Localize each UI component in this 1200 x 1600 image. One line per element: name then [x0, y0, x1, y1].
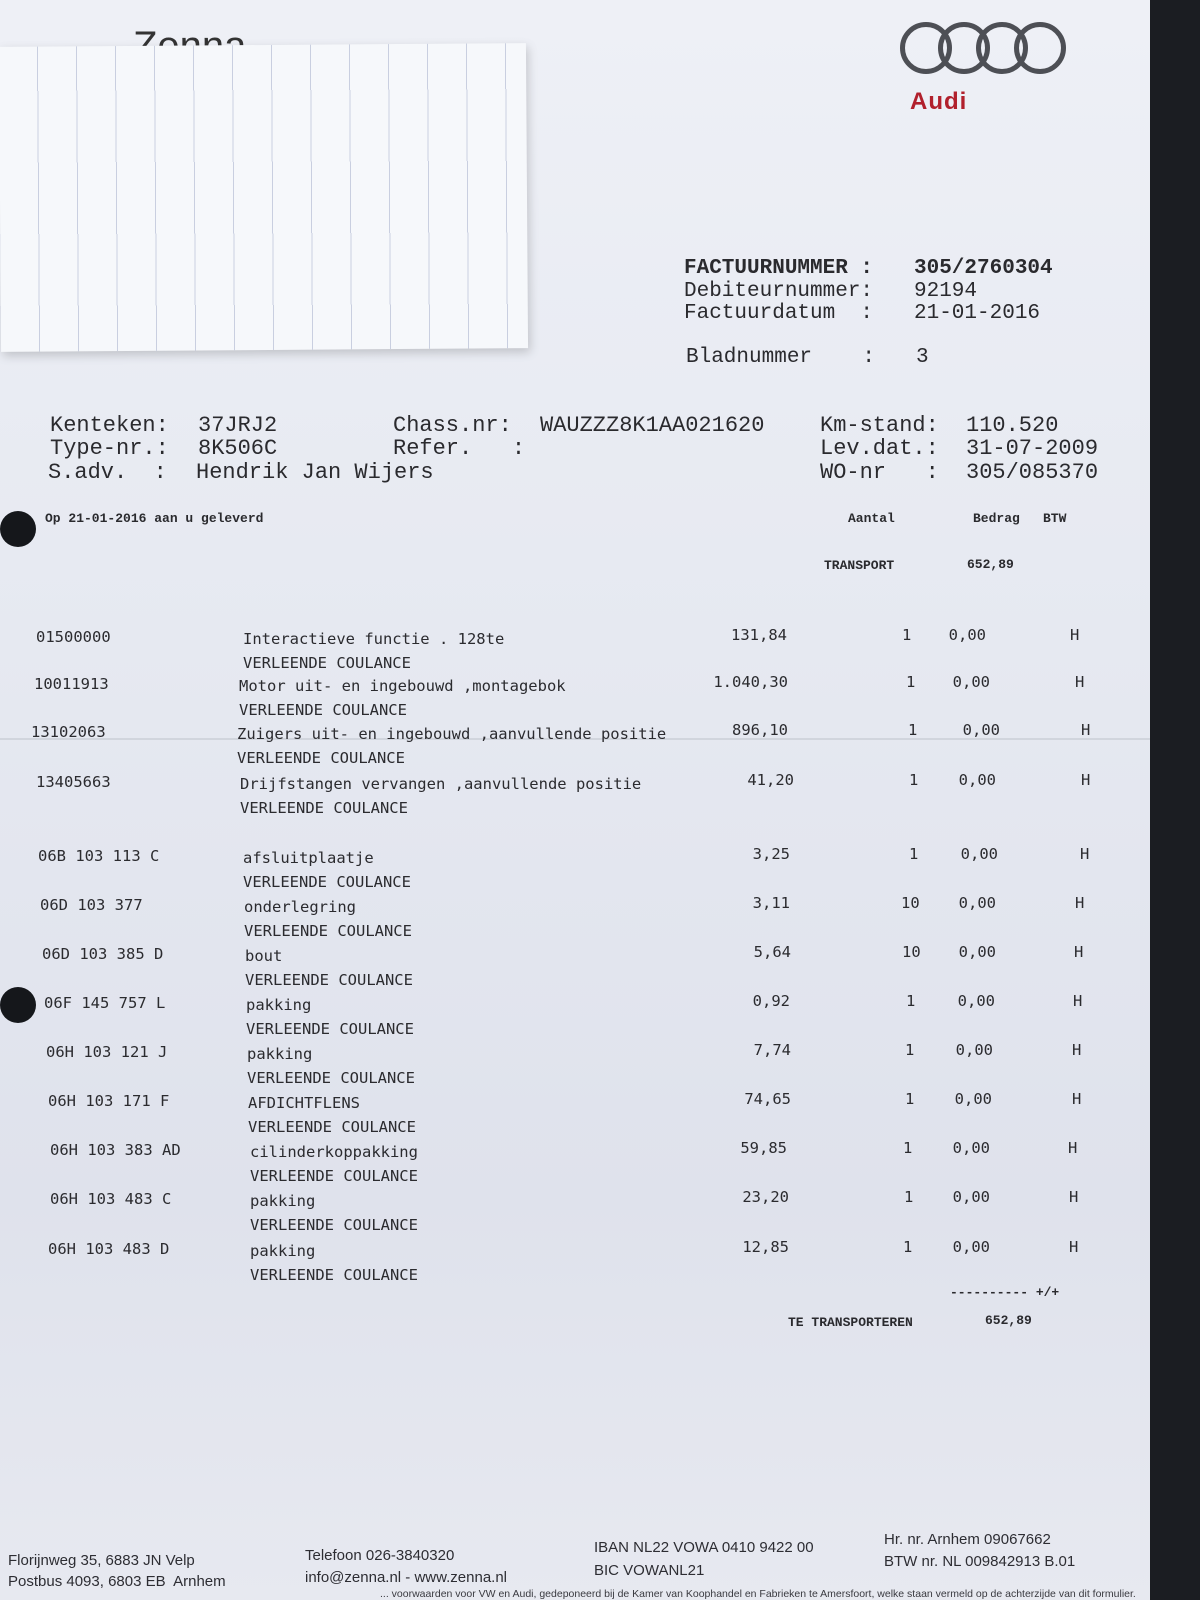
line-quantity: 1 — [909, 845, 919, 863]
line-vat-code: H — [1081, 721, 1091, 739]
line-amount: 0,00 — [960, 845, 998, 863]
transport-value: 652,89 — [967, 557, 1014, 572]
line-vat-code: H — [1080, 845, 1090, 863]
line-quantity: 1 — [904, 1188, 914, 1206]
line-vat-code: H — [1070, 626, 1080, 644]
total-separator: ---------- +/+ — [950, 1285, 1060, 1300]
line-code: 06F 145 757 L — [44, 994, 166, 1012]
invoice-date-label: Factuurdatum : — [684, 302, 874, 325]
license-plate-label: Kenteken: — [50, 413, 169, 438]
line-price: 896,10 — [732, 721, 788, 739]
line-description: pakking — [250, 1192, 316, 1210]
service-advisor: Hendrik Jan Wijers — [196, 460, 434, 485]
line-quantity: 1 — [908, 721, 918, 739]
line-quantity: 1 — [909, 771, 919, 789]
line-quantity: 10 — [901, 894, 920, 912]
line-price: 0,92 — [752, 992, 790, 1010]
service-advisor-label: S.adv. : — [48, 460, 167, 485]
line-remark: VERLEENDE COULANCE — [247, 1069, 415, 1087]
carry-forward-value: 652,89 — [985, 1313, 1032, 1328]
line-vat-code: H — [1081, 771, 1091, 789]
column-quantity: Aantal — [848, 511, 895, 526]
line-remark: VERLEENDE COULANCE — [250, 1167, 418, 1185]
line-code: 06D 103 385 D — [42, 945, 164, 963]
line-remark: VERLEENDE COULANCE — [243, 654, 411, 672]
line-vat-code: H — [1072, 1041, 1082, 1059]
line-price: 59,85 — [740, 1139, 787, 1157]
delivered-note: Op 21-01-2016 aan u geleverd — [45, 511, 264, 526]
line-price: 3,25 — [752, 845, 790, 863]
footer-iban: IBAN NL22 VOWA 0410 9422 00 — [594, 1539, 814, 1556]
license-plate: 37JRJ2 — [198, 413, 278, 438]
line-remark: VERLEENDE COULANCE — [239, 701, 407, 719]
line-code: 06H 103 383 AD — [50, 1141, 181, 1159]
line-quantity: 10 — [902, 943, 921, 961]
line-price: 5,64 — [753, 943, 791, 961]
carry-forward-label: TE TRANSPORTEREN — [788, 1315, 913, 1330]
line-code: 06D 103 377 — [40, 896, 143, 914]
line-vat-code: H — [1068, 1139, 1078, 1157]
line-description: pakking — [247, 1045, 313, 1063]
line-price: 23,20 — [742, 1188, 789, 1206]
line-code: 06H 103 171 F — [48, 1092, 170, 1110]
line-amount: 0,00 — [957, 992, 995, 1010]
work-order: 305/085370 — [966, 460, 1099, 485]
line-code: 06H 103 483 C — [50, 1190, 172, 1208]
line-amount: 0,00 — [958, 894, 996, 912]
line-quantity: 1 — [905, 1090, 915, 1108]
line-amount: 0,00 — [958, 943, 996, 961]
line-remark: VERLEENDE COULANCE — [244, 922, 412, 940]
punch-hole-top — [0, 511, 36, 547]
line-description: Motor uit- en ingebouwd ,montagebok — [239, 677, 566, 695]
line-vat-code: H — [1074, 943, 1084, 961]
line-code: 13102063 — [31, 723, 106, 741]
chassis-number: WAUZZZ8K1AA021620 — [540, 413, 765, 438]
line-remark: VERLEENDE COULANCE — [250, 1266, 418, 1284]
line-remark: VERLEENDE COULANCE — [248, 1118, 416, 1136]
transport-label: TRANSPORT — [824, 558, 895, 573]
line-price: 12,85 — [742, 1238, 789, 1256]
invoice-number-label: FACTUURNUMMER : — [684, 257, 874, 280]
line-remark: VERLEENDE COULANCE — [245, 971, 413, 989]
line-code: 13405663 — [36, 773, 111, 791]
line-description: Interactieve functie . 128te — [243, 630, 505, 648]
line-vat-code: H — [1075, 894, 1085, 912]
audi-wordmark: Audi — [910, 88, 968, 115]
line-remark: VERLEENDE COULANCE — [243, 873, 411, 891]
line-price: 74,65 — [744, 1090, 791, 1108]
line-remark: VERLEENDE COULANCE — [240, 799, 408, 817]
line-code: 06H 103 121 J — [46, 1043, 168, 1061]
line-quantity: 1 — [905, 1041, 915, 1059]
line-quantity: 1 — [906, 992, 916, 1010]
line-vat-code: H — [1069, 1238, 1079, 1256]
debtor-number-label: Debiteurnummer: — [684, 280, 874, 303]
type-number-label: Type-nr.: — [50, 436, 169, 461]
line-quantity: 1 — [903, 1238, 913, 1256]
line-amount: 0,00 — [948, 626, 986, 644]
punch-hole-bottom — [0, 987, 36, 1023]
line-amount: 0,00 — [952, 1188, 990, 1206]
line-description: afsluitplaatje — [243, 849, 374, 867]
line-amount: 0,00 — [958, 771, 996, 789]
footer-bic: BIC VOWANL21 — [594, 1562, 705, 1579]
line-description: pakking — [250, 1242, 316, 1260]
line-remark: VERLEENDE COULANCE — [246, 1020, 414, 1038]
line-vat-code: H — [1073, 992, 1083, 1010]
line-price: 7,74 — [753, 1041, 791, 1059]
work-order-label: WO-nr : — [820, 460, 939, 485]
column-amount: Bedrag — [973, 511, 1020, 526]
line-quantity: 1 — [903, 1139, 913, 1157]
chassis-number-label: Chass.nr: — [393, 413, 512, 438]
line-amount: 0,00 — [952, 1238, 990, 1256]
footer-address-postbus: Postbus 4093, 6803 EB Arnhem — [8, 1573, 226, 1590]
line-amount: 0,00 — [955, 1041, 993, 1059]
debtor-number: 92194 — [914, 280, 978, 303]
line-description: AFDICHTFLENS — [248, 1094, 360, 1112]
line-amount: 0,00 — [962, 721, 1000, 739]
mileage: 110.520 — [966, 413, 1059, 438]
line-amount: 0,00 — [952, 673, 990, 691]
footer-phone: Telefoon 026-3840320 — [305, 1547, 455, 1564]
audi-rings-logo — [900, 20, 1068, 80]
line-vat-code: H — [1075, 673, 1085, 691]
column-vat: BTW — [1043, 511, 1067, 526]
line-description: cilinderkoppakking — [250, 1143, 418, 1161]
line-price: 1.040,30 — [713, 673, 788, 691]
line-price: 3,11 — [752, 894, 790, 912]
line-description: Zuigers uit- en ingebouwd ,aanvullende positie — [237, 725, 667, 743]
footer-chamber-number: Hr. nr. Arnhem 09067662 — [884, 1531, 1051, 1548]
page-number-label: Bladnummer : — [686, 346, 876, 369]
footer-vat-number: BTW nr. NL 009842913 B.01 — [884, 1553, 1076, 1570]
line-description: onderlegring — [244, 898, 356, 916]
page-number: 3 — [916, 346, 929, 369]
line-vat-code: H — [1072, 1090, 1082, 1108]
footer-address-street: Florijnweg 35, 6883 JN Velp — [8, 1552, 195, 1569]
footer-web: info@zenna.nl - www.zenna.nl — [305, 1569, 508, 1586]
delivery-date-label: Lev.dat.: — [820, 436, 939, 461]
line-amount: 0,00 — [952, 1139, 990, 1157]
line-description: bout — [245, 947, 283, 965]
line-code: 06B 103 113 C — [38, 847, 160, 865]
line-price: 131,84 — [731, 626, 787, 644]
line-description: Drijfstangen vervangen ,aanvullende positie — [240, 775, 642, 793]
line-code: 06H 103 483 D — [48, 1240, 170, 1258]
line-code: 10011913 — [34, 675, 109, 693]
reference-label: Refer. : — [393, 436, 526, 461]
line-quantity: 1 — [902, 626, 912, 644]
line-amount: 0,00 — [954, 1090, 992, 1108]
invoice-date: 21-01-2016 — [914, 302, 1041, 325]
line-price: 41,20 — [747, 771, 794, 789]
line-remark: VERLEENDE COULANCE — [237, 749, 405, 767]
footer-legal-notice: ... voorwaarden voor VW en Audi, gedeponeerd bij de Kamer van Koophandel en Fabrieken te Amersfoort, welke staan vermeld op de achterzijde van dit formulier. — [380, 1588, 1136, 1600]
line-remark: VERLEENDE COULANCE — [250, 1216, 418, 1234]
line-code: 01500000 — [36, 628, 111, 646]
line-vat-code: H — [1069, 1188, 1079, 1206]
invoice-number: 305/2760304 — [914, 257, 1053, 280]
delivery-date: 31-07-2009 — [966, 436, 1099, 461]
line-description: pakking — [246, 996, 312, 1014]
type-number: 8K506C — [198, 436, 278, 461]
sticky-note — [0, 43, 528, 352]
mileage-label: Km-stand: — [820, 413, 939, 438]
line-quantity: 1 — [906, 673, 916, 691]
